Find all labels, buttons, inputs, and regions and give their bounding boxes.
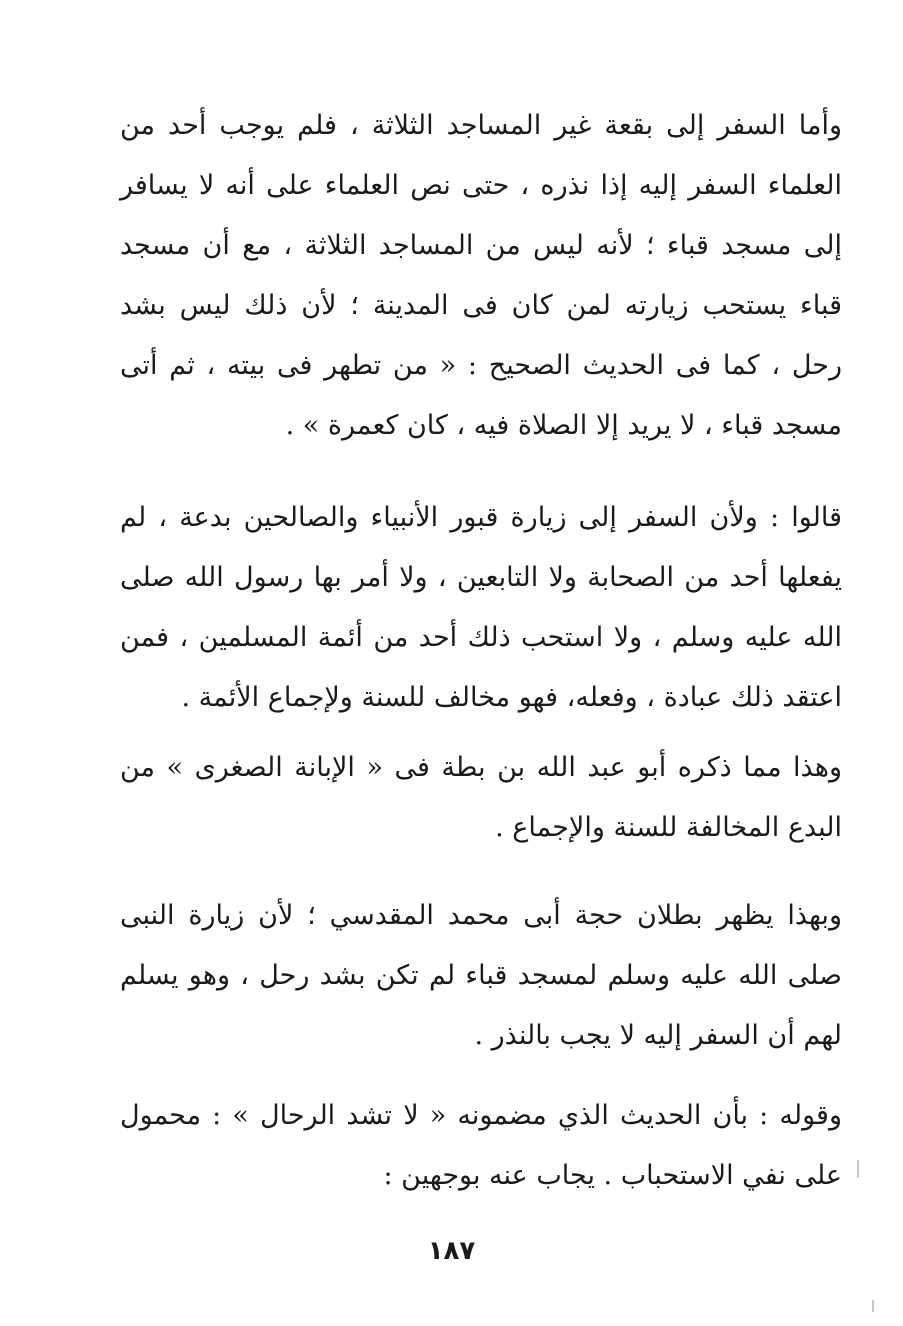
paragraph-3: وهذا مما ذكره أبو عبد الله بن بطة فى « الإبانة الصغرى » من البدع المخالفة للسنة والإجماع . — [120, 752, 842, 843]
scan-mark — [872, 1300, 874, 1312]
paragraph-1: وأما السفر إلى بقعة غير المساجد الثلاثة ، فلم يوجب أحد من العلماء السفر إليه إذا نذره ، حتى نص العلماء على أنه لا يسافر إلى مسجد قباء ؛ لأنه ليس من المساجد الثلاثة ، مع أن مسجد قباء يستحب زيارته لمن كان فى المدينة ؛ لأن ذلك ليس بشد رحل ، كما فى الحديث الصحيح : « من تطهر فى بيته ، ثم أتى مسجد قباء ، لا يريد إلا الصلاة فيه ، كان كعمرة » . — [120, 110, 842, 441]
scan-mark — [857, 1160, 859, 1178]
paragraph-5: وقوله : بأن الحديث الذي مضمونه « لا تشد الرحال » : محمول على نفي الاستحباب . يجاب عنه بوجهين : — [120, 1100, 842, 1191]
paragraph-4: وبهذا يظهر بطلان حجة أبى محمد المقدسي ؛ لأن زيارة النبى صلى الله عليه وسلم لمسجد قباء لم تكن بشد رحل ، وهو يسلم لهم أن السفر إليه لا يجب بالنذر . — [120, 900, 842, 1051]
paragraph-2: قالوا : ولأن السفر إلى زيارة قبور الأنبياء والصالحين بدعة ، لم يفعلها أحد من الصحابة ولا التابعين ، ولا أمر بها رسول الله صلى الله عليه وسلم ، ولا استحب ذلك أحد من أئمة المسلمين ، فمن اعتقد ذلك عبادة ، وفعله، فهو مخالف للسنة ولإجماع الأئمة . — [120, 502, 842, 713]
page-number: ١٨٧ — [427, 1236, 476, 1266]
